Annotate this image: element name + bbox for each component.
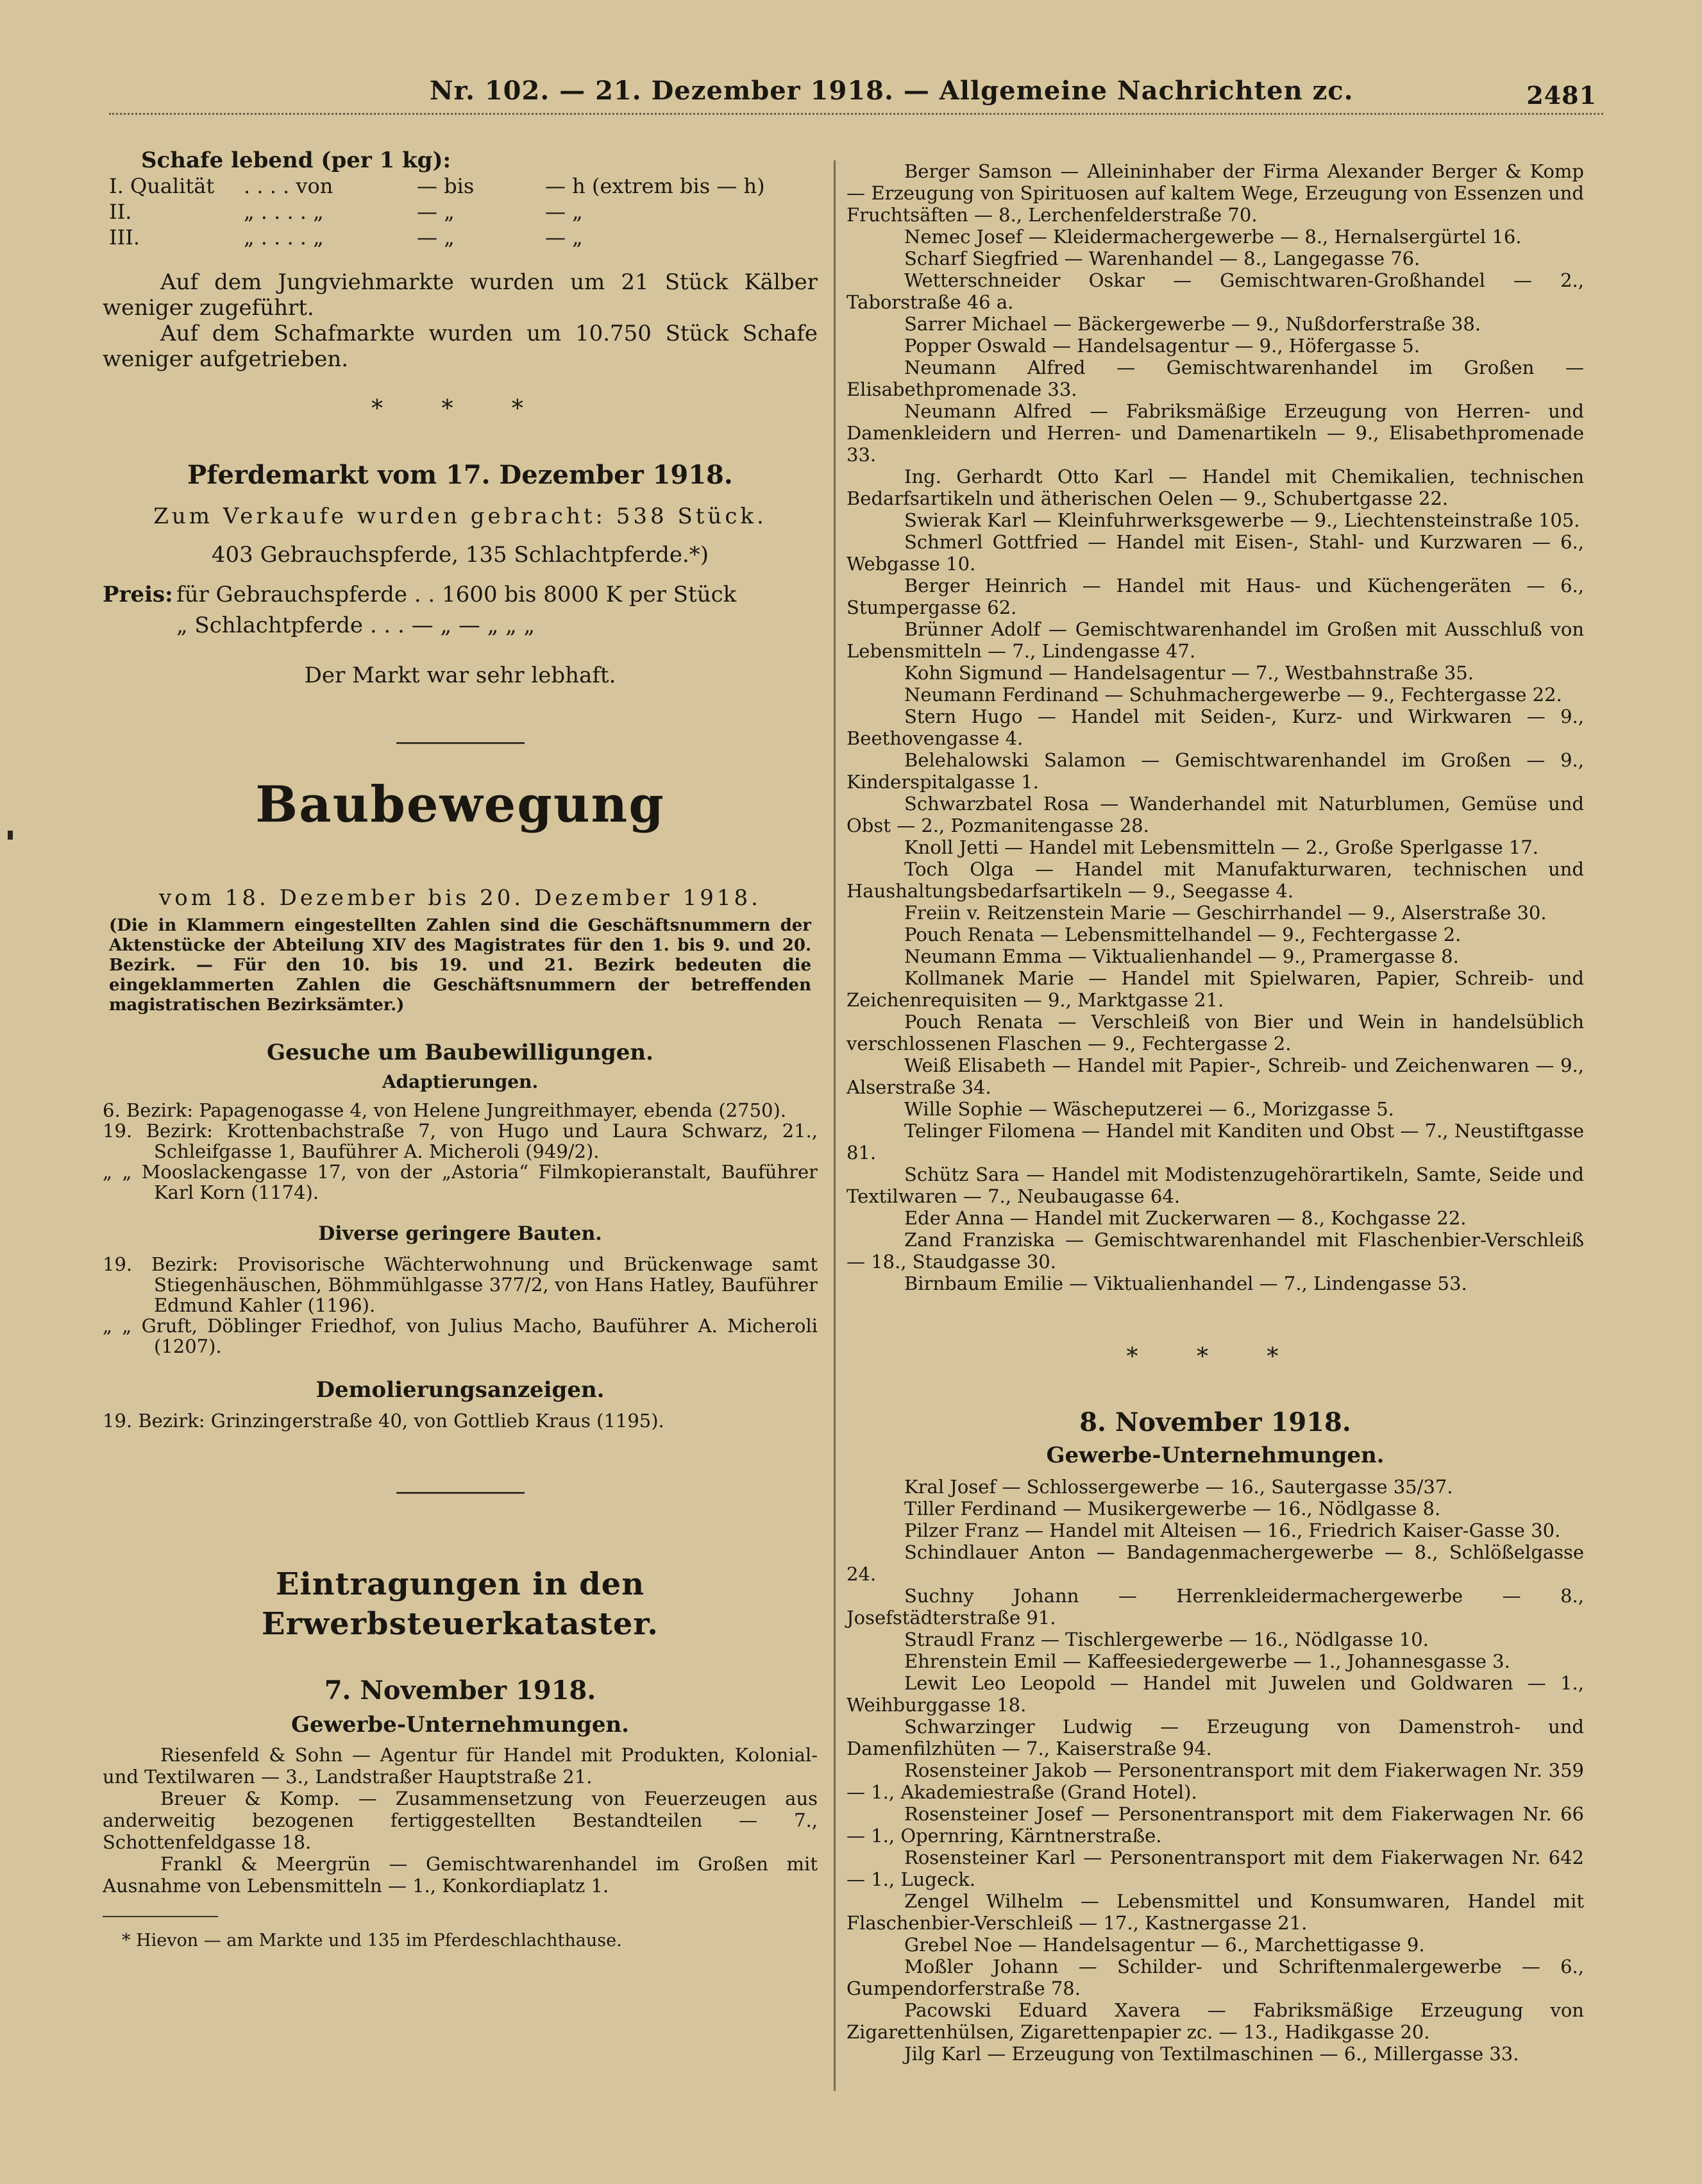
eintragungen-date: 7. November 1918. xyxy=(324,1675,596,1706)
table-cell: „ . . . . „ xyxy=(244,225,324,250)
list-item: Neumann Alfred — Gemischtwarenhandel im Großen — Elisabethpromenade 33. xyxy=(847,357,1584,400)
adaptierungen-heading: Adaptierungen. xyxy=(382,1071,539,1092)
list-item: Neumann Emma — Viktualienhandel — 9., Pramergasse 8. xyxy=(904,945,1459,967)
eintragungen-subheading: Gewerbe-Unternehmungen. xyxy=(291,1712,630,1738)
list-item: Zand Franziska — Gemischtwarenhandel mit Flaschenbier-Verschleiß — 18., Staudgasse 30. xyxy=(847,1229,1584,1273)
list-item: Ing. Gerhardt Otto Karl — Handel mit Chemikalien, technischen Bedarfsartikeln und ätherischen Oelen — 9., Schubertgasse 22. xyxy=(847,466,1584,509)
list-item: Straudl Franz — Tischlergewerbe — 16., Nödlgasse 10. xyxy=(904,1629,1429,1650)
header-rule xyxy=(109,109,1603,115)
baubewegung-section xyxy=(103,776,818,1431)
list-item: Frankl & Meergrün — Gemischtwarenhandel im Großen mit Ausnahme von Lebensmitteln — 1., Konkordiaplatz 1. xyxy=(103,1853,818,1897)
list-item: Berger Heinrich — Handel mit Haus- und Küchengeräten — 6., Stumpergasse 62. xyxy=(847,575,1584,618)
list-item: Knoll Jetti — Handel mit Lebensmitteln — 2., Große Sperlgasse 17. xyxy=(904,836,1539,858)
footnote-rule xyxy=(103,1916,218,1917)
right-column xyxy=(847,160,1584,2065)
list-item: Moßler Johann — Schilder- und Schriftenmalergewerbe — 6., Gumpendorferstraße 78. xyxy=(847,1956,1584,1999)
list-item: Schindlauer Anton — Bandagenmachergewerbe — 8., Schlößelgasse 24. xyxy=(847,1541,1584,1585)
list-item: Freiin v. Reitzenstein Marie — Geschirrhandel — 9., Alserstraße 30. xyxy=(904,902,1547,924)
list-item: Schwarzbatel Rosa — Wanderhandel mit Naturblumen, Gemüse und Obst — 2., Pozmanitengasse 28. xyxy=(847,793,1584,836)
table-cell: — „ xyxy=(417,199,455,224)
eintragungen-title: Eintragungen in den Erwerbsteuerkataster. xyxy=(261,1566,659,1642)
table-row xyxy=(103,610,818,641)
schafe-section xyxy=(103,148,818,420)
price-table xyxy=(103,579,818,641)
price-line-1: für Gebrauchspferde . . 1600 bis 8000 K per Stück xyxy=(176,582,737,607)
left-column xyxy=(103,148,818,1968)
list-item: Zengel Wilhelm — Lebensmittel und Konsumwaren, Handel mit Flaschenbier-Verschleiß — 17., Kastnergasse 21. xyxy=(847,1890,1584,1934)
list-item: Tiller Ferdinand — Musikergewerbe — 16., Nödlgasse 8. xyxy=(904,1498,1441,1519)
list-item: Wetterschneider Oskar — Gemischtwaren-Großhandel — 2., Taborstraße 46 a. xyxy=(847,269,1584,313)
gesuche-heading: Gesuche um Baubewilligungen. xyxy=(267,1040,653,1065)
list-item: Weiß Elisabeth — Handel mit Papier-, Schreib- und Zeichenwaren — 9., Alserstraße 34. xyxy=(847,1054,1584,1098)
list-item: Toch Olga — Handel mit Manufakturwaren, technischen und Haushaltungsbedarfsartikeln — 9., Seegasse 4. xyxy=(847,858,1584,902)
list-item: Riesenfeld & Sohn — Agentur für Handel mit Produkten, Kolonial- und Textilwaren — 3., Landstraßer Hauptstraße 21. xyxy=(103,1744,818,1788)
table-cell: — h (extrem bis — h) xyxy=(545,174,765,198)
list-item: Neumann Ferdinand — Schuhmachergewerbe — 9., Fechtergasse 22. xyxy=(904,684,1562,706)
table-row xyxy=(103,579,818,610)
diverse-item: 19. Bezirk: Provisorische Wächterwohnung und Brückenwage samt Stiegenhäuschen, Böhmmühlgasse 377/2, von Hans Hatley, Bauführer Edmund Kahler (1196). xyxy=(103,1253,818,1316)
baubewegung-note: (Die in Klammern eingestellten Zahlen sind die Geschäftsnummern der Aktenstücke der Abteilung XIV des Magistrates für den 1. bis 9. und 20. Bezirk. — Für den 10. bis 19. und 21. Bezirk bedeuten die eingeklammerten Zahlen die Geschäftsnummern der betreffenden magistratischen Bezirksämter.) xyxy=(109,916,811,1015)
section-stars: * * * xyxy=(371,396,549,422)
list-item: Neumann Alfred — Fabriksmäßige Erzeugung von Herren- und Damenkleidern und Herren- und Damenartikeln — 9., Elisabethpromenade 33. xyxy=(847,400,1584,466)
table-cell: II. xyxy=(109,199,132,224)
list-item: Stern Hugo — Handel mit Seiden-, Kurz- und Wirkwaren — 9., Beethovengasse 4. xyxy=(847,706,1584,749)
list-item: Jilg Karl — Erzeugung von Textilmaschinen — 6., Millergasse 33. xyxy=(904,2043,1519,2065)
section-rule xyxy=(396,1492,525,1494)
schafmarkt-paragraph: Auf dem Schafmarkte wurden um 10.750 Stück Schafe weniger aufgetrieben. xyxy=(103,321,818,372)
list-item: Kollmanek Marie — Handel mit Spielwaren, Papier, Schreib- und Zeichenrequisiten — 9., Marktgasse 21. xyxy=(847,967,1584,1011)
page-header xyxy=(147,76,1597,127)
list-item: Rosensteiner Karl — Personentransport mit dem Fiakerwagen Nr. 642 — 1., Lugeck. xyxy=(847,1847,1584,1890)
table-row xyxy=(109,173,827,199)
baubewegung-subtitle: vom 18. Dezember bis 20. Dezember 1918. xyxy=(159,885,761,911)
table-cell: I. Qualität xyxy=(109,174,215,198)
table-cell: — „ xyxy=(545,225,583,250)
table-cell: — „ xyxy=(417,225,455,250)
table-cell: — bis xyxy=(417,174,475,198)
list-item: Pacowski Eduard Xavera — Fabriksmäßige Erzeugung von Zigarettenhülsen, Zigarettenpapier zc. — 13., Hadikgasse 20. xyxy=(847,1999,1584,2043)
list-item: Pouch Renata — Lebensmittelhandel — 9., Fechtergasse 2. xyxy=(904,924,1462,945)
list-item: Kral Josef — Schlossergewerbe — 16., Sautergasse 35/37. xyxy=(904,1476,1453,1498)
demolierung-item: 19. Bezirk: Grinzingerstraße 40, von Gottlieb Kraus (1195). xyxy=(103,1410,664,1432)
pferdemarkt-line1: Zum Verkaufe wurden gebracht: 538 Stück. xyxy=(153,504,767,529)
list-item: Grebel Noe — Handelsagentur — 6., Marchettigasse 9. xyxy=(904,1934,1425,1956)
table-cell: „ . . . . „ xyxy=(244,199,324,224)
table-cell: . . . . von xyxy=(244,174,333,198)
eintragungen-section xyxy=(103,1564,818,1951)
column-divider xyxy=(834,160,836,2091)
footnote: * Hievon — am Markte und 135 im Pferdeschlachthause. xyxy=(122,1931,622,1951)
entries-top-list xyxy=(847,160,1584,1294)
table-row xyxy=(109,224,827,250)
schafe-heading: Schafe lebend (per 1 kg): xyxy=(141,148,451,173)
section-stars: * * * xyxy=(1126,1344,1304,1370)
header-title: Nr. 102. — 21. Dezember 1918. — Allgemeine Nachrichten zc. xyxy=(430,76,1354,106)
table-cell xyxy=(103,610,176,641)
page-number: 2481 xyxy=(1526,81,1597,110)
entries-bottom-list xyxy=(847,1476,1584,2065)
list-item: Breuer & Komp. — Zusammensetzung von Feuerzeugen aus anderweitig bezogenen fertiggestellten Bestandteilen — 7., Schottenfeldgasse 18. xyxy=(103,1788,818,1853)
list-item: Rosensteiner Jakob — Personentransport mit dem Fiakerwagen Nr. 359 — 1., Akademiestraße (Grand Hotel). xyxy=(847,1759,1584,1803)
jungvieh-paragraph: Auf dem Jungviehmarkte wurden um 21 Stück Kälber weniger zugeführt. xyxy=(103,269,818,321)
table-cell: — „ xyxy=(545,199,583,224)
pferdemarkt-title: Pferdemarkt vom 17. Dezember 1918. xyxy=(187,460,733,490)
list-item: Berger Samson — Alleininhaber der Firma Alexander Berger & Komp — Erzeugung von Spirituosen auf kaltem Wege, Erzeugung von Essenzen und Fruchtsäften — 8., Lerchenfelderstraße 70. xyxy=(847,160,1584,226)
list-item: Wille Sophie — Wäscheputzerei — 6., Morizgasse 5. xyxy=(904,1098,1394,1120)
adapt-item: 19. Bezirk: Krottenbachstraße 7, von Hugo und Laura Schwarz, 21., Schleifgasse 1, Bauführer A. Micheroli (949/2). xyxy=(103,1120,818,1162)
list-item: Kohn Sigmund — Handelsagentur — 7., Westbahnstraße 35. xyxy=(904,662,1474,684)
demolierung-heading: Demolierungsanzeigen. xyxy=(316,1377,605,1403)
diverse-heading: Diverse geringere Bauten. xyxy=(318,1223,602,1245)
eintragungen-list xyxy=(103,1744,818,1897)
pferdemarkt-closing: Der Markt war sehr lebhaft. xyxy=(304,663,616,688)
table-row xyxy=(109,199,827,224)
list-item: Ehrenstein Emil — Kaffeesiedergewerbe — 1., Johannesgasse 3. xyxy=(904,1650,1510,1672)
november8-subheading: Gewerbe-Unternehmungen. xyxy=(1046,1443,1385,1468)
diverse-item: „ „ Gruft, Döblinger Friedhof, von Julius Macho, Bauführer A. Micheroli (1207). xyxy=(103,1315,818,1357)
list-item: Schmerl Gottfried — Handel mit Eisen-, Stahl- und Kurzwaren — 6., Webgasse 10. xyxy=(847,531,1584,575)
november8-date: 8. November 1918. xyxy=(1079,1407,1351,1437)
adapt-item: 6. Bezirk: Papagenogasse 4, von Helene Jungreithmayer, ebenda (2750). xyxy=(103,1099,787,1121)
baubewegung-title: Baubewegung xyxy=(255,775,665,834)
list-item: Lewit Leo Leopold — Handel mit Juwelen und Goldwaren — 1., Weihburggasse 18. xyxy=(847,1672,1584,1716)
list-item: Sarrer Michael — Bäckergewerbe — 9., Nußdorferstraße 38. xyxy=(904,313,1481,335)
list-item: Scharf Siegfried — Warenhandel — 8., Langegasse 76. xyxy=(904,248,1420,269)
list-item: Suchny Johann — Herrenkleidermachergewerbe — 8., Josefstädterstraße 91. xyxy=(847,1585,1584,1629)
section-rule xyxy=(396,742,525,744)
pferdemarkt-section xyxy=(103,459,818,691)
list-item: Rosensteiner Josef — Personentransport mit dem Fiakerwagen Nr. 66 — 1., Opernring, Kärntnerstraße. xyxy=(847,1803,1584,1847)
list-item: Birnbaum Emilie — Viktualienhandel — 7., Lindengasse 53. xyxy=(904,1273,1467,1294)
schafe-table xyxy=(109,173,827,250)
list-item: Popper Oswald — Handelsagentur — 9., Höfergasse 5. xyxy=(904,335,1420,357)
list-item: Brünner Adolf — Gemischtwarenhandel im Großen mit Ausschluß von Lebensmitteln — 7., Lindengasse 47. xyxy=(847,618,1584,662)
table-cell: III. xyxy=(109,225,140,250)
list-item: Pouch Renata — Verschleiß von Bier und Wein in handelsüblich verschlossenen Flaschen — 9., Fechtergasse 2. xyxy=(847,1011,1584,1054)
price-label: Preis: xyxy=(103,582,173,607)
margin-mark xyxy=(8,831,13,840)
list-item: Belehalowski Salamon — Gemischtwarenhandel im Großen — 9., Kinderspitalgasse 1. xyxy=(847,749,1584,793)
price-line-2: „ Schlachtpferde . . . — „ — „ „ „ xyxy=(176,613,535,638)
list-item: Eder Anna — Handel mit Zuckerwaren — 8., Kochgasse 22. xyxy=(904,1207,1467,1229)
list-item: Telinger Filomena — Handel mit Kanditen und Obst — 7., Neustiftgasse 81. xyxy=(847,1120,1584,1164)
list-item: Pilzer Franz — Handel mit Alteisen — 16., Friedrich Kaiser-Gasse 30. xyxy=(904,1519,1561,1541)
list-item: Swierak Karl — Kleinfuhrwerksgewerbe — 9., Liechtensteinstraße 105. xyxy=(904,509,1580,531)
adapt-item: „ „ Mooslackengasse 17, von der „Astoria“ Filmkopieranstalt, Bauführer Karl Korn (1174). xyxy=(103,1161,818,1203)
list-item: Schwarzinger Ludwig — Erzeugung von Damenstroh- und Damenfilzhüten — 7., Kaiserstraße 94. xyxy=(847,1716,1584,1759)
list-item: Schütz Sara — Handel mit Modistenzugehörartikeln, Samte, Seide und Textilwaren — 7., Neubaugasse 64. xyxy=(847,1164,1584,1207)
pferdemarkt-line2: 403 Gebrauchspferde, 135 Schlachtpferde.*) xyxy=(211,542,709,568)
list-item: Nemec Josef — Kleidermachergewerbe — 8., Hernalsergürtel 16. xyxy=(904,226,1522,248)
